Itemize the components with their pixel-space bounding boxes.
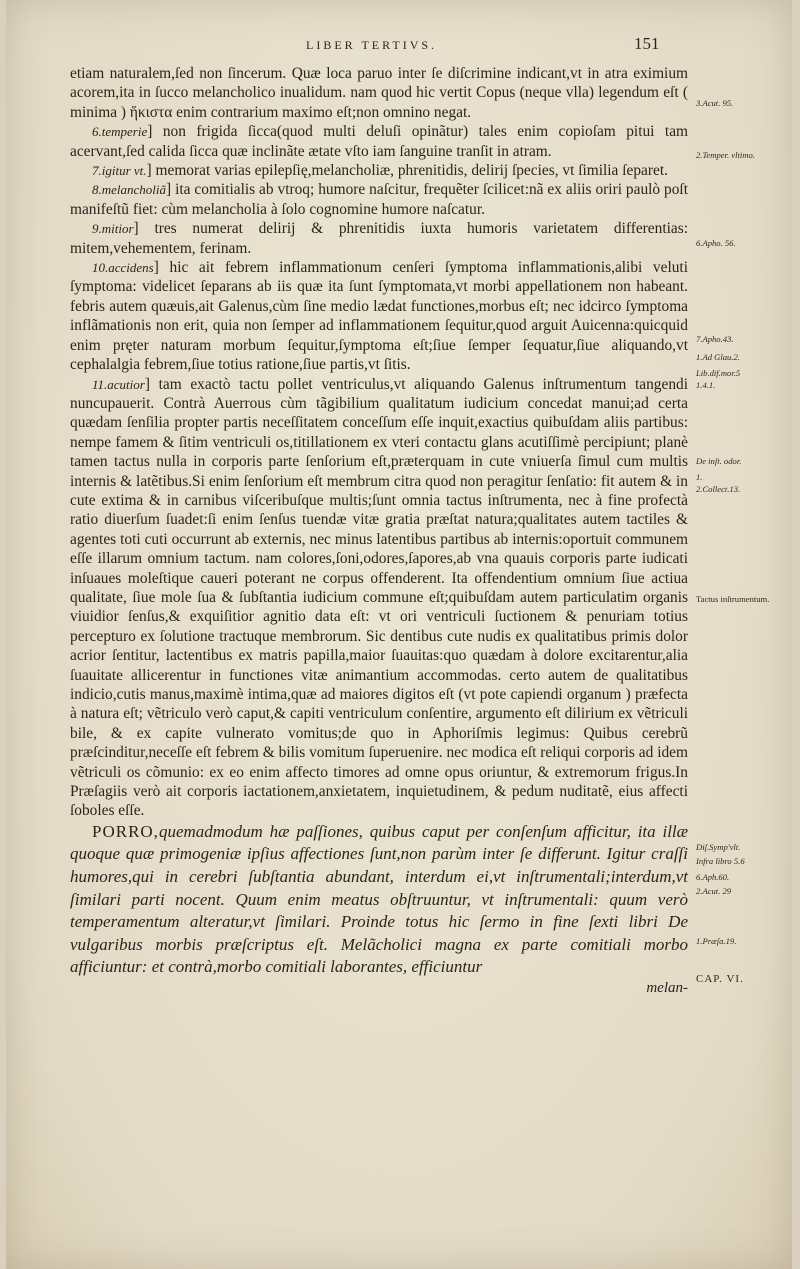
- margin-note: 1.Præſa.19.: [696, 936, 737, 946]
- paragraph-text: tres numerat delirij & phrenitidis iuxta humoris varietatem differentias: mitem,vehementem, ferinam.: [70, 220, 688, 257]
- margin-note: Diſ.Symp'vlt.: [696, 842, 741, 852]
- lemma: 7.igitur vt.: [92, 163, 147, 179]
- paragraph-text: hic ait febrem inflammationum cenſeri ſymptoma inflammationis,alibi veluti ſymptoma: videlicet ſeparans ab iis quæ ita ſunt ſymptomata,vt morbi appellationem non habeant. febris autem quæuis,ait Galenus,cùm ſine medio lædat functiones,morbus eſt; nec idcirco ſymptoma inflãmationis non erit, quia non ſemper ad inflammationem ſequitur,quod arguit Auicenna:quicquid enim pręter naturam morbum ſequitur,ſymptoma eſt;ſiue ſemper ſequatur,ſiue aliquando,vt cephalalgia febrem,ſiue totius ratione,ſiue partis,vt ſitis.: [70, 259, 688, 374]
- lemma: 10.accidens: [92, 260, 154, 276]
- margin-note: 2.Temper. vltimo.: [696, 150, 755, 160]
- margin-note: 6.Aph.60.: [696, 872, 730, 882]
- paragraph-text: tam exactò tactu pollet ventriculus,vt aliquando Galenus inſtrumentum tangendi nuncupauerit. Contrà Auerrous cùm tãgibilium qualitatum iudicium concedat manui;ad certa quædam ſenſilia propter partis neceſſitatem conceſſum eſſe inquit,exactius quibuſdam aliis partibus: nempe famem & ſitim ventriculi os,titillationem ex vteri contactu glans acutiſſimè percipiunt; planè tamen tactus nulla in corporis parte ſenſorium eſt,præterquam in cute vniuerſa ſimul cum multis internis & latẽtibus.Si enim ſenſorium eſt membrum citra quod non peragitur ſenſatio: fit autem & in cute extima & in carnibus viſceribuſque multis;ſunt omnia tactus inſtrumenta, nec à fine profectà ratio diuerſum ſuadet:ſi enim ſenſus tuendæ vitæ gratia præſtat natura;qualitates autem tactiles & agentes toti cuti occurrunt ab externis, nec minus latentibus partibus ab internis:oportuit communem eſſe illarum omnium tactum. nam colores,ſoni,odores,ſapores,ab vna quauis corporis parte iudicati inſuaues moleſtique caueri poterant ne corpus offenderent. Ita offendentium omnium ſiue actiua qualitate, ſiue mole ſua & ſubſtantia iudicium commune eſt;quibuſdam autem particulatim organis viuidior ſenſus,& exquiſitior agnitio data eſt: vt ori ventriculi ſuctionem & penuriam totius percepturo ex ſolutione tractuque membrorum. Sic dentibus cute nudis ex qualitatibus primis dolor acrior ſentitur, lactentibus ex matris papilla,maior ſuauitas:quo quædam à dolore excitarentur,alia ſuauitate allicerentur in functiones vitæ animantium accommodas. certo autem de qualitatibus indicio,cutis manus,maximè intima,quæ ad maiores digitos eſt (vt pote capiendi organum ) præfecta à natura eſt; vẽtriculo verò caput,& capiti ventriculum conſentire, argumento eſt dilirium ex vẽtriculi bile, & ex capite vulnerato vomitus;de quo in Aphoriſmis legimus: Quibus cerebrũ præſcinditur,neceſſe eſt febrem & bilis vomitum ſuperuenire. nec modica eſt reliqui corporis ad idem vẽtriculi os cõmunio: ex eo enim affecto timores ad omne opus oriuntur, & extremorum frigus.In Præſagiis verò ait corporis iactationem,anxietatem, inquietudinem, & pedum nuditatẽ, eius affecti ſoboles eſſe.: [70, 375, 688, 820]
- main-text-block: [70, 64, 688, 998]
- lemma: 6.temperie: [92, 124, 148, 140]
- chapter-body: quemadmodum hæ paſſiones, quibus caput per conſenſum afficitur, ita illæ quoque quæ primogeniæ ipſius affectiones ſunt,non parùm inter ſe differunt. Igitur craſſi humores,qui in cerebri ſubſtantia abundant, interdum ei,vt inſtrumentali;interdum,vt ſimilari parti nocent. Quum enim meatus obſtruuntur, vt inſtrumentali: quum verò temperamentum alteratur,vt ſimilari. Proinde totus hic ſermo in fine ſexti libri De vulgaribus morbis præſcriptus eſt. Melãcholici magna ex parte comitiali morbo afficiuntur: et contrà,morbo comitiali laborantes, efficiuntur: [70, 821, 688, 977]
- margin-note: 7.Apho.43.: [696, 334, 734, 344]
- paragraph-text: etiam naturalem,ſed non ſincerum. Quæ loca paruo inter ſe diſcrimine indicant,vt in atra eximium acorem,ita in ſucco melancholico inualidum. nam quod hic vertit Copus (neque vlla) legendum eſt ( minima ) ἥκιστα enim contrarium maximo eſt;non omnino negat.: [70, 65, 688, 121]
- catchword: melan-: [646, 980, 688, 996]
- paragraph-text: memorat varias epilepſię,melancholiæ, phrenitidis, delirij ſpecies, vt ſimilia ſeparet.: [155, 162, 668, 180]
- commentary-paragraph: 6.temperie] non frigida ſicca(quod multi deluſi opinãtur) tales enim copioſam pitui tam acervant,ſed calida ſicca quæ inclinãte ætate vſto iam ſanguine tranſit in atram.: [70, 123, 688, 160]
- chapter-lead-word: PORRO,: [92, 821, 159, 841]
- margin-note: De inſt. odor.: [696, 456, 742, 466]
- paragraph-text: non frigida ſicca(quod multi deluſi opinãtur) tales enim copioſam pitui tam acervant,ſed calida ſicca quæ inclinãte ætate vſto iam ſanguine tranſit in atram.: [70, 123, 688, 160]
- lemma: 11.acutior: [92, 376, 145, 392]
- margin-note: 3.Acut. 95.: [696, 98, 734, 108]
- commentary-paragraph: 11.acutior] tam exactò tactu pollet ventriculus,vt aliquando Galenus inſtrumentum tangendi nuncupauerit. Contrà Auerrous cùm tãgibilium qualitatum iudicium concedat manui;ad certa quædam ſenſilia propter partis neceſſitatem conceſſum eſſe inquit,exactius quibuſdam aliis partibus: nempe famem & ſitim ventriculi os,titillationem ex vteri contactu glans acutiſſimè percipiunt; planè tamen tactus nulla in corporis parte ſenſorium eſt,præterquam in cute vniuerſa ſimul cum multis internis & latẽtibus.Si enim ſenſorium eſt membrum citra quod non peragitur ſenſatio: fit autem & in cute extima & in carnibus viſceribuſque multis;ſunt omnia tactus inſtrumenta, nec à fine profectà ratio diuerſum ſuadet:ſi enim ſenſus tuendæ vitæ gratia præſtat natura;qualitates autem tactiles & agentes toti cuti occurrunt ab externis, nec minus latentibus partibus ab internis:oportuit communem eſſe illarum omnium tactum. nam colores,ſoni,odores,ſapores,ab vna quauis corporis parte iudicati inſuaues moleſtique caueri poterant ne corpus offenderent. Ita offendentium omnium ſiue actiua qualitate, ſiue mole ſua & ſubſtantia iudicium commune eſt;quibuſdam autem particulatim organis viuidior ſenſus,& exquiſitior agnitio data eſt: vt ori ventriculi ſuctionem & penuriam totius percepturo ex ſolutione tractuque membrorum. Sic dentibus cute nudis ex qualitatibus primis dolor acrior ſentitur, lactentibus ex matris papilla,maior ſuauitas:quo quædam à dolore excitarentur,alia ſuauitate allicerentur in functiones vitæ animantium accommodas. certo autem de qualitatibus indicio,cutis manus,maximè intima,quæ ad maiores digitos eſt (vt pote capiendi organum ) præfecta à natura eſt; vẽtriculo verò caput,& capiti ventriculum conſentire, argumento eſt dilirium ex vẽtriculi bile, & ex capite vulnerato vomitus;de quo in Aphoriſmis legimus: Quibus cerebrũ præſcinditur,neceſſe eſt febrem & bilis vomitum ſuperuenire. nec modica eſt reliqui corporis ad idem vẽtriculi os cõmunio: ex eo enim affecto timores ad omne opus oriuntur, & extremorum frigus.In Præſagiis verò ait corporis iactationem,anxietatem, inquietudinem, & pedum nuditatẽ, eius affecti ſoboles eſſe.: [70, 375, 688, 820]
- page-header: [6, 34, 792, 58]
- margin-note: 2.Collect.13.: [696, 484, 741, 494]
- commentary-paragraph: 10.accidens] hic ait febrem inflammationum cenſeri ſymptoma inflammationis,alibi veluti ſymptoma: videlicet ſeparans ab iis quæ ita ſunt ſymptomata,vt morbi appellationem non habeant. febris autem quæuis,ait Galenus,cùm ſine medio lædat functiones,morbus eſt; nec idcirco ſymptoma inflãmationis non erit, quia non ſemper ad inflammationem ſequitur,quod arguit Auicenna:quicquid enim pręter naturam morbum ſequitur,ſymptoma eſt;ſiue ſemper ſequatur,ſiue aliquando,vt cephalalgia febrem,ſiue totius ratione,ſiue partis,vt ſitis.: [70, 259, 688, 374]
- commentary-paragraph: 9.mitior] tres numerat delirij & phrenitidis iuxta humoris varietatem differentias: mitem,vehementem, ferinam.: [70, 220, 688, 257]
- book-page: [6, 0, 792, 1269]
- chapter-heading: CAP. VI.: [696, 973, 744, 985]
- running-head: LIBER TERTIVS.: [306, 38, 438, 52]
- commentary-paragraph: 8.melancholiã] ita comitialis ab vtroq; humore naſcitur, frequẽter ſcilicet:nã ex aliis oriri paulò poſt manifeſtũ fiet: cùm melancholia à ſolo cognomine humore naſcatur.: [70, 181, 688, 218]
- margin-note: Tactus inſtrumentum.: [696, 594, 770, 604]
- margin-note: Infra libro 5.6: [696, 856, 745, 866]
- paragraph-text: ita comitialis ab vtroq; humore naſcitur, frequẽter ſcilicet:nã ex aliis oriri paulò poſt manifeſtũ fiet: cùm melancholia à ſolo cognomine humore naſcatur.: [70, 181, 688, 218]
- lemma: 8.melancholiã: [92, 182, 167, 198]
- chapter-text: [70, 821, 688, 979]
- margin-note: 2.Acut. 29: [696, 886, 732, 896]
- page-number: 151: [634, 34, 660, 53]
- margin-note: 1.Ad Glau.2.: [696, 352, 740, 362]
- margin-note: 1.4.1.: [696, 380, 716, 390]
- commentary-paragraph: 7.igitur vt.] memorat varias epilepſię,melancholiæ, phrenitidis, delirij ſpecies, vt ſimilia ſeparet.: [92, 162, 668, 180]
- margin-note: 1.: [696, 472, 703, 482]
- lemma: 9.mitior: [92, 221, 134, 237]
- margin-note: Lib.dif.mor.5: [696, 368, 741, 378]
- commentary-paragraph: [70, 64, 688, 122]
- margin-note: 6.Apho. 56.: [696, 238, 736, 248]
